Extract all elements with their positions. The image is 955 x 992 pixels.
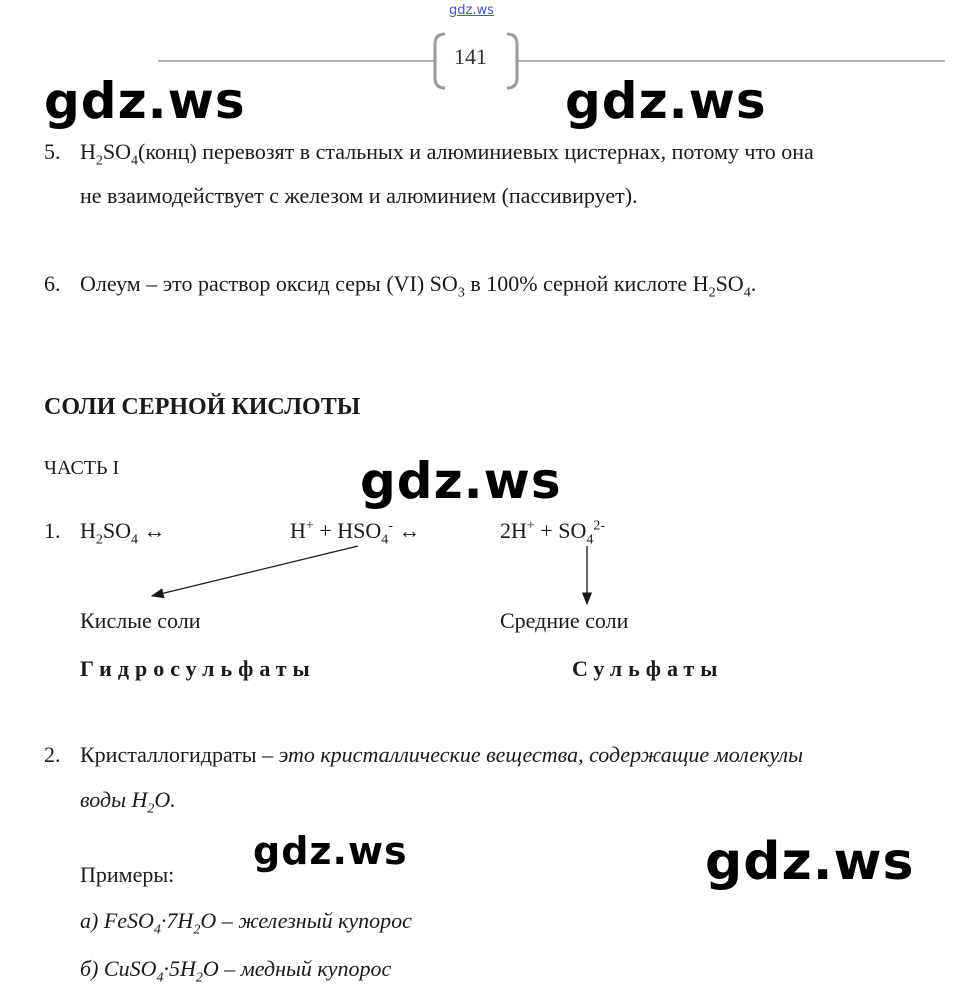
superscript: -	[388, 518, 393, 534]
item-6-text: .	[750, 271, 757, 296]
formula-text: H	[80, 139, 96, 164]
equilibrium-arrow: ↔	[392, 518, 421, 543]
subscript: 4	[381, 532, 389, 548]
subscript: 2	[95, 153, 103, 169]
definition: O.	[154, 787, 176, 812]
example-text: O – железный купорос	[200, 908, 412, 933]
subscript: 3	[457, 285, 465, 301]
formula-text: + HSO	[313, 518, 382, 543]
term: Кристаллогидраты –	[80, 742, 279, 767]
item-5-line-2: не взаимодействует с железом и алюминием (пассивирует).	[80, 183, 638, 208]
subscript: 2	[193, 922, 201, 938]
superscript: +	[305, 518, 314, 534]
hydrosulfates-label: Гидросульфаты	[80, 656, 316, 681]
item-2-line-1	[80, 744, 803, 766]
example-text: O – медный купорос	[202, 956, 392, 981]
item-2-number: 2.	[44, 742, 61, 767]
subscript: 2	[147, 801, 155, 817]
page-number: 141	[454, 44, 487, 69]
example-text: ·5H	[163, 956, 196, 981]
formula-text: + SO	[534, 518, 587, 543]
item-6-number: 6.	[44, 271, 61, 296]
examples-label: Примеры:	[80, 862, 175, 887]
arrow-to-acid-salts	[152, 546, 358, 596]
formula-text: 2H	[500, 518, 527, 543]
formula-text: H	[80, 518, 96, 543]
definition: воды H	[80, 787, 148, 812]
subscript: 2	[195, 970, 203, 986]
example-b	[80, 956, 392, 986]
item-1-number: 1.	[44, 518, 61, 543]
item-5-number: 5.	[44, 139, 61, 164]
formula-text: SO	[102, 139, 132, 164]
watermark: gdz.ws	[705, 832, 915, 892]
subscript: 4	[156, 970, 164, 986]
item-6-text: SO	[715, 271, 744, 296]
subscript: 4	[743, 285, 751, 301]
example-text: б) CuSO	[80, 956, 157, 981]
example-text: а) FeSO	[80, 908, 154, 933]
formula-text: SO	[102, 518, 132, 543]
part-title: ЧАСТЬ I	[44, 457, 120, 479]
subscript: 4	[153, 922, 161, 938]
sulfates-label: Сульфаты	[572, 656, 724, 681]
superscript: +	[526, 518, 535, 534]
middle-salts-label: Средние соли	[500, 608, 629, 633]
subscript: 4	[586, 532, 594, 548]
watermark: gdz.ws	[360, 452, 562, 510]
watermark: gdz.ws	[253, 829, 408, 873]
example-a	[80, 908, 412, 938]
subscript: 4	[131, 532, 139, 548]
item-5-text: (конц) перевозят в стальных и алюминиевых цистернах, потому что она	[138, 139, 814, 164]
subscript: 2	[708, 285, 716, 301]
item-2-line-2	[80, 787, 176, 817]
example-text: ·7H	[160, 908, 194, 933]
superscript: 2-	[593, 518, 605, 534]
item-6-text: Олеум – это раствор оксид серы (VI) SO	[80, 271, 458, 296]
subscript: 4	[131, 153, 139, 169]
watermark-link[interactable]: gdz.ws	[449, 3, 494, 18]
section-title: СОЛИ СЕРНОЙ КИСЛОТЫ	[44, 394, 361, 420]
watermark: gdz.ws	[44, 72, 246, 130]
subscript: 2	[95, 532, 103, 548]
formula-text: H	[290, 518, 306, 543]
acid-salts-label: Кислые соли	[80, 608, 201, 633]
watermark: gdz.ws	[565, 72, 767, 130]
equilibrium-arrow: ↔	[138, 518, 166, 543]
item-6-text: в 100% серной кислоте H	[464, 271, 709, 296]
definition: это кристаллические вещества, содержащие молекулы	[278, 742, 804, 767]
